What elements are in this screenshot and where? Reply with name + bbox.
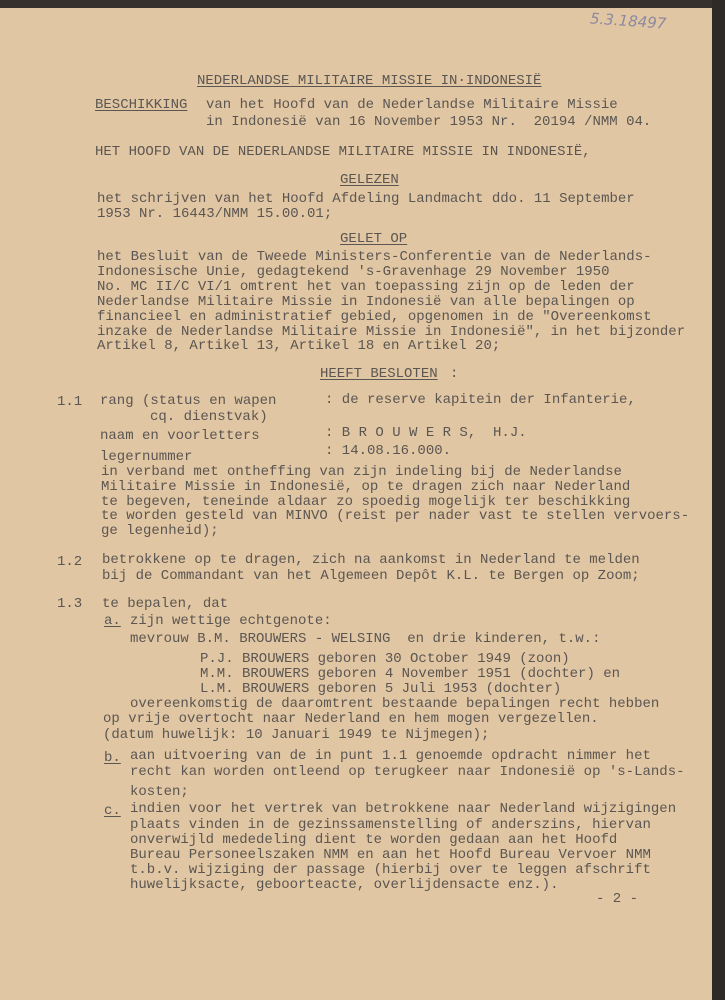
text-line: overeenkomstig de daaromtrent bestaande bepalingen recht hebben	[130, 696, 660, 712]
text-line: recht kan worden ontleend op terugkeer naar Indonesië op 's-Lands-	[130, 764, 685, 780]
besloten-heading: HEEFT BESLOTEN	[320, 366, 438, 382]
text-line: t.b.v. wijziging der passage (hierbij over te leggen afschrift	[130, 862, 651, 878]
item-letter: b.	[104, 750, 121, 766]
document-title: NEDERLANDSE MILITAIRE MISSIE IN·INDONESIË	[197, 73, 542, 89]
child-line: P.J. BROUWERS geboren 30 October 1949 (zoon)	[200, 651, 570, 667]
text-line: onverwijld mededeling dient te worden gedaan aan het Hoofd	[130, 832, 618, 848]
item-letter: c.	[104, 803, 121, 819]
field-label: rang (status en wapen	[100, 393, 277, 409]
gelet-op-heading: GELET OP	[340, 231, 408, 247]
section-number: 1.1	[57, 394, 83, 410]
text-line: het schrijven van het Hoofd Afdeling Landmacht ddo. 11 September	[97, 191, 635, 207]
archive-stamp: 5.3.18497	[589, 9, 667, 33]
text-line: Bureau Personeelszaken NMM en aan het Hoofd Bureau Vervoer NMM	[130, 847, 651, 863]
text-line: ge legenheid);	[101, 523, 219, 539]
text-line: te bepalen, dat	[102, 596, 229, 612]
field-value: : 14.08.16.000.	[325, 443, 452, 459]
gelezen-heading: GELEZEN	[340, 172, 399, 188]
scan-top-edge	[0, 0, 725, 8]
text-line: kosten;	[130, 784, 189, 800]
section-number: 1.3	[57, 596, 83, 612]
text-line: huwelijksacte, geboorteacte, overlijdensacte enz.).	[130, 877, 559, 893]
beschikking-line: in Indonesië van 16 November 1953 Nr. 20194 /NMM 04.	[206, 114, 652, 130]
text-line: indien voor het vertrek van betrokkene naar Nederland wijzigingen	[130, 801, 677, 817]
authority-line: HET HOOFD VAN DE NEDERLANDSE MILITAIRE MISSIE IN INDONESIË,	[95, 144, 591, 160]
text-line: het Besluit van de Tweede Ministers-Conferentie van de Nederlands-	[97, 249, 652, 265]
text-line: betrokkene op te dragen, zich na aankomst in Nederland te melden	[102, 552, 640, 568]
text-line: aan uitvoering van de in punt 1.1 genoemde opdracht nimmer het	[130, 748, 651, 764]
text-line: Artikel 8, Artikel 13, Artikel 18 en Artikel 20;	[97, 338, 501, 354]
text-line: financieel en administratief gebied, opgenomen in de "Overeenkomst	[97, 309, 652, 325]
field-label: naam en voorletters	[100, 428, 260, 444]
text-line: bij de Commandant van het Algemeen Depôt K.L. te Bergen op Zoom;	[102, 568, 640, 584]
text-line: mevrouw B.M. BROUWERS - WELSING en drie kinderen, t.w.:	[130, 631, 601, 647]
field-value: : B R O U W E R S, H.J.	[325, 425, 527, 441]
text-line: te worden gesteld van MINVO (reist per nader vast te stellen vervoers-	[101, 508, 690, 524]
text-line: Militaire Missie in Indonesië, op te dragen zich naar Nederland	[101, 479, 631, 495]
field-label: cq. dienstvak)	[150, 409, 268, 425]
text-line: inzake de Nederlandse Militaire Missie in Indonesië", in het bijzonder	[97, 324, 686, 340]
child-line: M.M. BROUWERS geboren 4 November 1951 (dochter) en	[200, 666, 621, 682]
besloten-colon: :	[450, 366, 459, 382]
child-line: L.M. BROUWERS geboren 5 Juli 1953 (dochter)	[200, 681, 562, 697]
field-value: : de reserve kapitein der Infanterie,	[325, 392, 636, 408]
text-line: plaats vinden in de gezinssamenstelling of anderszins, hiervan	[130, 817, 651, 833]
field-label: legernummer	[100, 449, 193, 465]
text-line: (datum huwelijk: 10 Januari 1949 te Nijmegen);	[103, 727, 490, 743]
section-number: 1.2	[57, 554, 83, 570]
text-line: Indonesische Unie, gedagtekend 's-Gravenhage 29 November 1950	[97, 264, 610, 280]
text-line: te begeven, teneinde aldaar zo spoedig mogelijk ter beschikking	[101, 494, 631, 510]
beschikking-label: BESCHIKKING	[95, 97, 188, 113]
text-line: No. MC II/C VI/1 omtrent het van toepassing zijn op de leden der	[97, 279, 635, 295]
beschikking-line: van het Hoofd van de Nederlandse Militaire Missie	[206, 97, 618, 113]
text-line: Nederlandse Militaire Missie in Indonesië van alle bepalingen op	[97, 294, 635, 310]
text-line: 1953 Nr. 16443/NMM 15.00.01;	[97, 206, 333, 222]
item-letter: a.	[104, 613, 121, 629]
page-number: - 2 -	[596, 891, 639, 907]
text-line: in verband met ontheffing van zijn indeling bij de Nederlandse	[101, 464, 622, 480]
text-line: zijn wettige echtgenote:	[130, 613, 332, 629]
text-line: op vrije overtocht naar Nederland en hem mogen vergezellen.	[103, 711, 599, 727]
scan-right-edge	[712, 0, 725, 1000]
